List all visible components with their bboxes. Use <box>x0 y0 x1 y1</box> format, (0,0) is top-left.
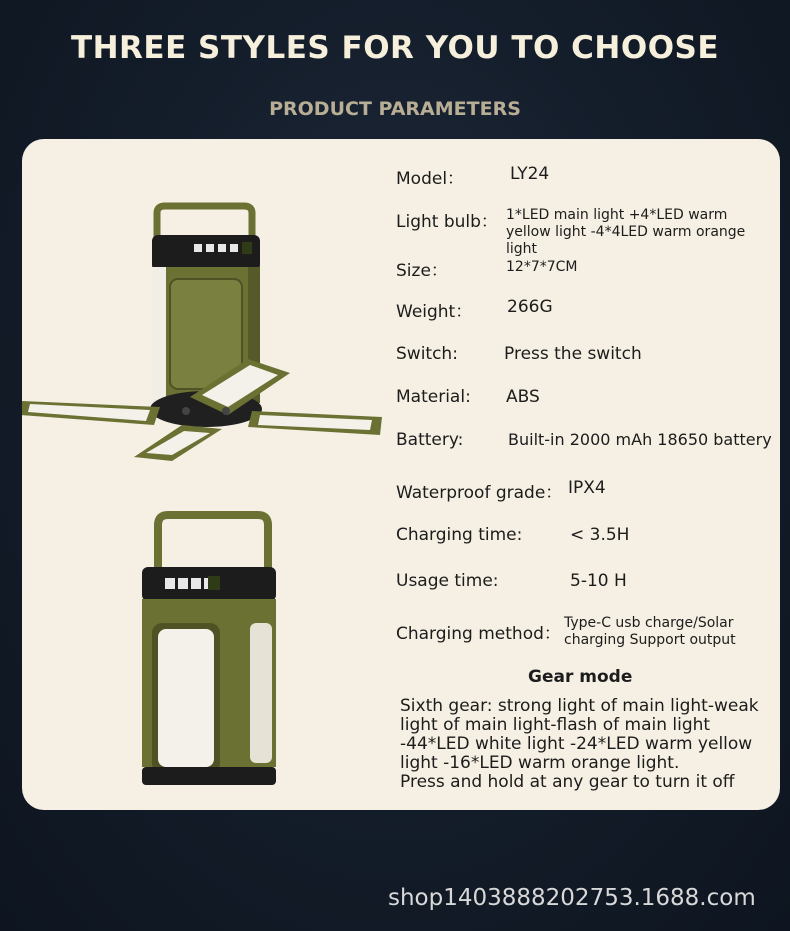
param-label: Switch: <box>396 344 458 364</box>
param-value: 266G <box>507 297 553 317</box>
param-value: 5-10 H <box>570 571 627 591</box>
param-value: Press the switch <box>504 344 642 364</box>
param-label: Charging time: <box>396 525 523 545</box>
param-label: Weight： <box>396 302 473 322</box>
page-title: THREE STYLES FOR YOU TO CHOOSE <box>70 30 720 66</box>
param-value: 12*7*7CM <box>506 259 578 275</box>
param-value: Type-C usb charge/Solar charging Support output <box>564 615 736 648</box>
param-label: Light bulb： <box>396 212 498 232</box>
param-label: Charging method： <box>396 624 561 644</box>
param-label: Battery: <box>396 430 464 450</box>
closed-lamp-illustration <box>142 515 276 785</box>
param-label: Material: <box>396 387 471 407</box>
param-label: Size： <box>396 261 448 281</box>
product-image <box>22 139 402 810</box>
parameters-card <box>22 139 780 810</box>
param-label: Usage time: <box>396 571 499 591</box>
param-value: Built-in 2000 mAh 18650 battery <box>508 430 772 449</box>
gear-mode-description <box>400 697 776 792</box>
gear-mode-title: Gear mode <box>528 667 633 687</box>
param-value: IPX4 <box>568 478 606 498</box>
param-value: ABS <box>506 387 540 407</box>
open-lamp-illustration <box>22 206 382 461</box>
section-subtitle: PRODUCT PARAMETERS <box>269 98 521 120</box>
param-label: Model： <box>396 169 465 189</box>
shop-url: shop1403888202753.1688.com <box>388 885 756 911</box>
param-value: LY24 <box>510 164 550 184</box>
gear-mode-off-note: Press and hold at any gear to turn it off <box>400 772 735 792</box>
param-value: < 3.5H <box>570 525 630 545</box>
gear-mode-text: Sixth gear: strong light of main light-weak light of main light-flash of main light -44*LED white light -24*LED warm yellow light -16*LED warm orange light. <box>400 696 759 773</box>
param-value: 1*LED main light +4*LED warm yellow light -4*4LED warm orange light <box>506 207 746 257</box>
param-label: Waterproof grade： <box>396 483 563 503</box>
